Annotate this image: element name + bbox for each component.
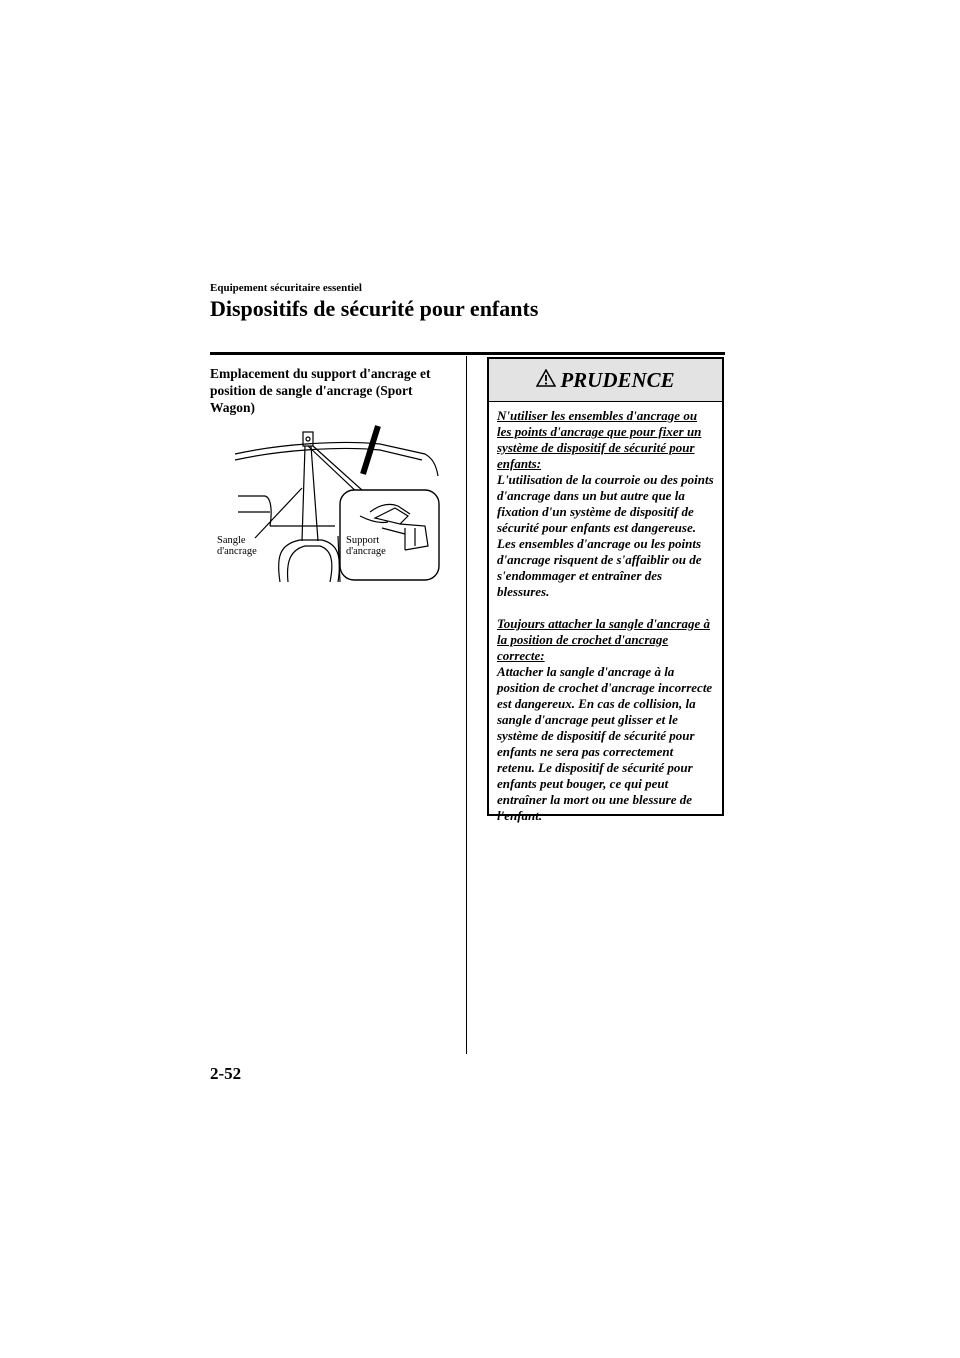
callout-line: Support — [346, 535, 380, 546]
warning-heading-2: Toujours attacher la sangle d'ancrage à la position de crochet d'ancrage correcte: — [497, 616, 710, 663]
page-number: 2-52 — [210, 1064, 242, 1083]
callout-line: d'ancrage — [346, 546, 386, 557]
tether-anchor-illustration — [210, 416, 450, 582]
page-title: Dispositifs de sécurité pour enfants — [210, 296, 539, 321]
warning-text-2: Attacher la sangle d'ancrage à la position de crochet d'ancrage incorrecte est dangereux. En cas de collision, la sangle d'ancrage peut glisser et le système de dispositif de sécurité pour enfants ne sera pas correctement retenu. Le dispositif de sécurité pour enfants peut bouger, ce qui peut entraîner la mort ou une blessure de l'enfant. — [497, 664, 713, 823]
callout-sangle-dancrage — [217, 535, 257, 557]
callout-support-dancrage — [346, 535, 386, 557]
warning-heading-1: N'utiliser les ensembles d'ancrage ou les points d'ancrage que pour fixer un système de dispositif de sécurité pour enfants: — [497, 408, 702, 471]
warning-text-1: L'utilisation de la courroie ou des points d'ancrage dans un but autre que la fixation d'un système de dispositif de sécurité pour enfants est dangereuse. Les ensembles d'ancrage ou les points d'ancrage risquent de s'affaiblir ou de s'endommager et entraîner des blessures. — [497, 472, 714, 599]
section-label: Equipement sécuritaire essentiel — [210, 282, 362, 294]
warning-triangle-icon — [536, 369, 556, 392]
callout-line: Sangle — [217, 535, 246, 546]
callout-line: d'ancrage — [217, 546, 257, 557]
warning-header — [489, 359, 722, 402]
figure-subheading: Emplacement du support d'ancrage et position de sangle d'ancrage (Sport Wagon) — [210, 366, 431, 415]
title-rule — [210, 352, 725, 355]
prudence-warning-box — [487, 357, 724, 823]
paragraph-gap — [497, 600, 714, 616]
warning-body — [489, 402, 722, 824]
column-divider — [466, 356, 467, 1054]
warning-title: PRUDENCE — [560, 367, 675, 392]
